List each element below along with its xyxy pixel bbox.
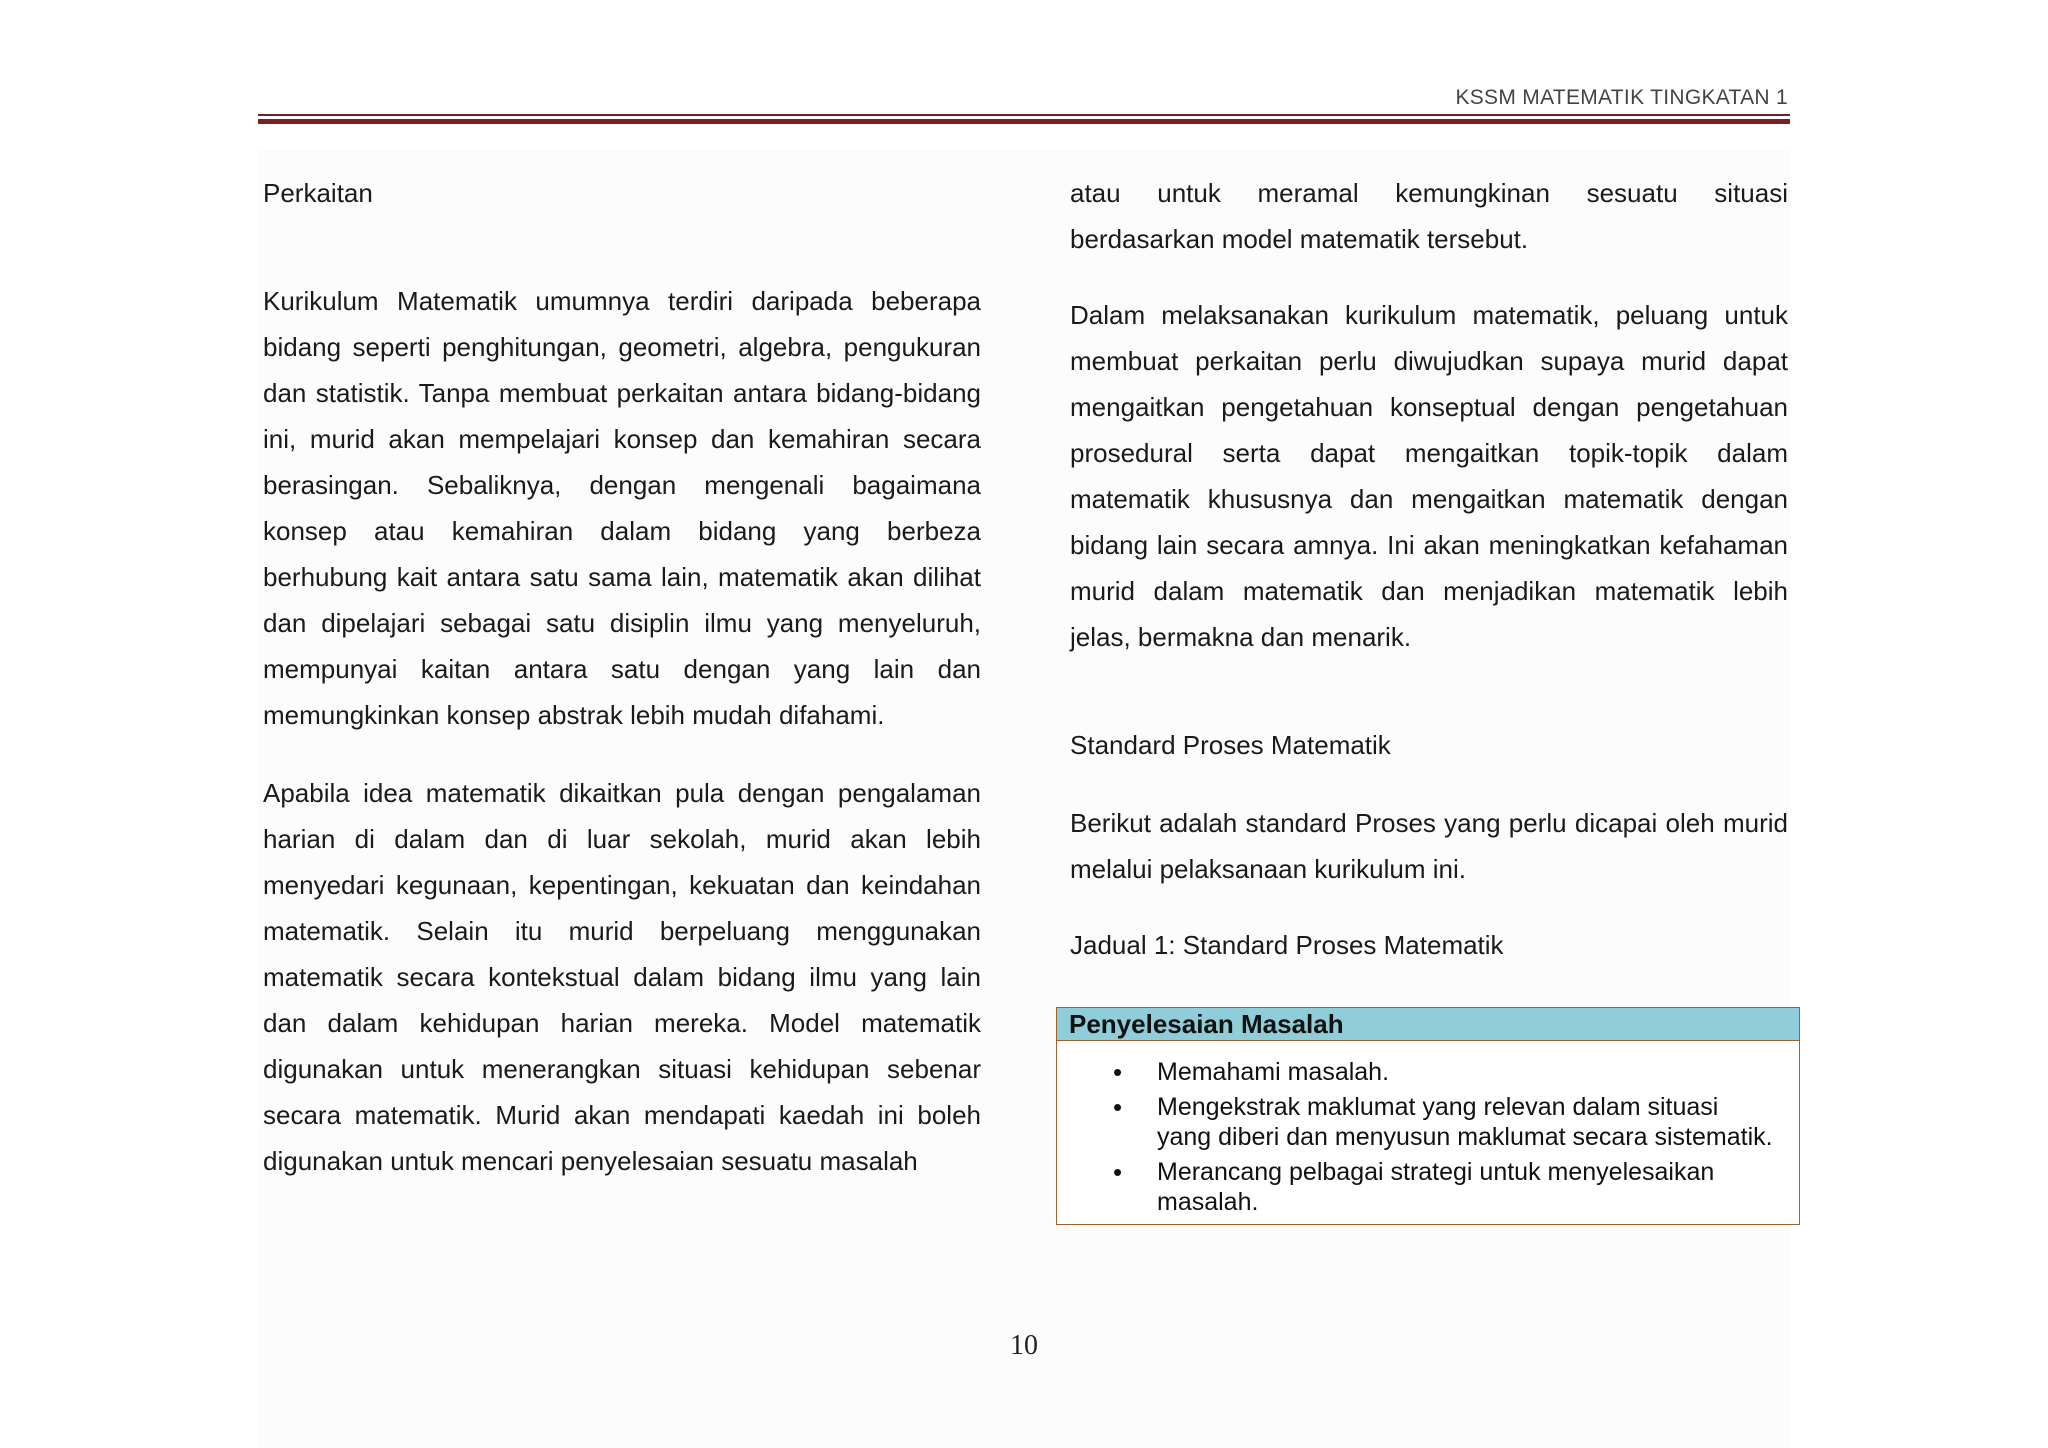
- table-caption: Jadual 1: Standard Proses Matematik: [1070, 930, 1504, 960]
- paragraph-perkaitan-1: Kurikulum Matematik umumnya terdiri daripada beberapa bidang seperti penghitungan, geometri, algebra, pengukuran dan statistik. Tanpa membuat perkaitan antara bidang-bidang ini, murid akan mempelajari konsep dan kemahiran secara berasingan. Sebaliknya, dengan mengenali bagaimana konsep atau kemahiran dalam bidang yang berbeza berhubung kait antara satu sama lain, matematik akan dilihat dan dipelajari sebagai satu disiplin ilmu yang menyeluruh, mempunyai kaitan antara satu dengan yang lain dan memungkinkan konsep abstrak lebih mudah difahami.: [263, 286, 981, 730]
- process-item: • Mengekstrak maklumat yang relevan dalam situasi yang diberi dan menyusun maklumat secara sistematik.: [1157, 1092, 1779, 1152]
- process-table-list: [1057, 1041, 1799, 1224]
- process-item: • Memahami masalah.: [1157, 1057, 1779, 1087]
- paragraph-perkaitan-3: Dalam melaksanakan kurikulum matematik, peluang untuk membuat perkaitan perlu diwujudkan supaya murid dapat mengaitkan pengetahuan konseptual dengan pengetahuan prosedural serta dapat mengaitkan topik-topik dalam matematik khususnya dan mengaitkan matematik dengan bidang lain secara amnya. Ini akan meningkatkan kefahaman murid dalam matematik dan menjadikan matematik lebih jelas, bermakna dan menarik.: [1070, 300, 1788, 652]
- right-column: [1070, 170, 1788, 968]
- left-column: [263, 170, 981, 1184]
- process-table: [1056, 1007, 1800, 1225]
- paragraph-continuation: atau untuk meramal kemungkinan sesuatu situasi berdasarkan model matematik tersebut.: [1070, 178, 1788, 254]
- running-header: KSSM MATEMATIK TINGKATAN 1: [1455, 86, 1788, 109]
- header-rule-thin: [258, 114, 1790, 116]
- process-table-title: Penyelesaian Masalah: [1057, 1008, 1799, 1041]
- header-rule-thick: [258, 119, 1790, 124]
- paragraph-intro: Berikut adalah standard Proses yang perlu dicapai oleh murid melalui pelaksanaan kurikulum ini.: [1070, 808, 1788, 884]
- paragraph-perkaitan-2: Apabila idea matematik dikaitkan pula dengan pengalaman harian di dalam dan di luar sekolah, murid akan lebih menyedari kegunaan, kepentingan, kekuatan dan keindahan matematik. Selain itu murid berpeluang menggunakan matematik secara kontekstual dalam bidang ilmu yang lain dan dalam kehidupan harian mereka. Model matematik digunakan untuk menerangkan situasi kehidupan sebenar secara matematik. Murid akan mendapati kaedah ini boleh digunakan untuk mencari penyelesaian sesuatu masalah: [263, 778, 981, 1176]
- page-number: 10: [1010, 1330, 1038, 1361]
- section-heading-standard-proses: Standard Proses Matematik: [1070, 730, 1391, 760]
- process-item: • Merancang pelbagai strategi untuk menyelesaikan masalah.: [1157, 1157, 1779, 1217]
- section-heading-perkaitan: Perkaitan: [263, 178, 373, 208]
